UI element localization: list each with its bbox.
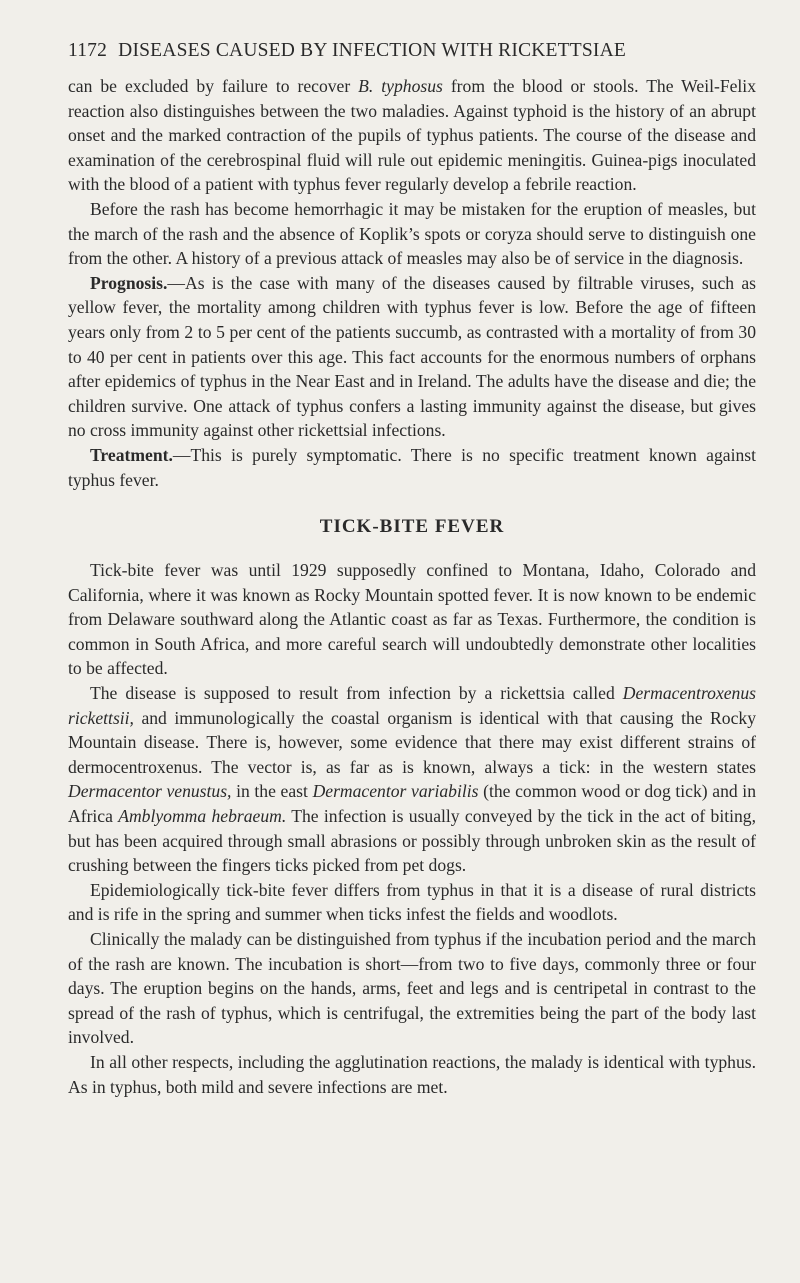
text-run: from the blood or stools. The Weil-Felix reaction also distinguishes between the two maladies. Against typhoid is the history of an abrupt onset and the marked contraction of the pupils of typhus patients. The course of the disease and examination of the cerebrospinal fluid will rule out epidemic meningitis. Guinea-pigs inoculated with the blood of a patient with typhus fever regularly develop a febrile reaction. — [68, 76, 756, 195]
paragraph-differential-diagnosis — [68, 74, 756, 197]
running-head — [68, 40, 756, 62]
italic-term-amblyomma: Amblyomma hebraeum. — [118, 806, 287, 827]
paragraph-treatment — [68, 443, 756, 492]
text-run: (the common wood or dog tick) and in Africa — [68, 781, 756, 827]
italic-term-dermacentroxenus: Dermacentroxenus rickettsii, — [68, 683, 756, 728]
text-run: The disease is supposed to result from infection by a rickettsia called — [90, 683, 623, 704]
text-run: —This is purely symptomatic. There is no specific treatment known against typhus fever. — [68, 444, 756, 490]
italic-term-b-typhosus: B. typhosus — [358, 76, 443, 96]
text-run: and immunologically the coastal organism is identical with that causing the Rocky Mountain disease. There is, however, some evidence that there may exist different strains of dermocentroxenus. The vector is, as far as is known, always a tick: in the western states — [68, 707, 756, 777]
paragraph-epidemiology: Epidemiologically tick-bite fever differs from typhus in that it is a disease of rural districts and is rife in the spring and summer when ticks infest the fields and woodlots. — [68, 879, 756, 925]
italic-term-dermacentor-variabilis: Dermacentor variabilis — [312, 781, 479, 802]
paragraph-identity: In all other respects, including the agglutination reactions, the malady is identical with typhus. As in typhus, both mild and severe infections are met. — [68, 1051, 756, 1097]
heading-treatment: Treatment. — [90, 444, 173, 465]
paragraph-tick-bite-geography: Tick-bite fever was until 1929 supposedly confined to Montana, Idaho, Colorado and California, where it was known as Rocky Mountain spotted fever. It is now known to be endemic from Delaware southward along the Atlantic coast as far as Texas. Furthermore, the condition is common in South Africa, and more careful search will undoubtedly demonstrate other localities to be affected. — [68, 560, 756, 679]
text-run: —As is the case with many of the diseases caused by filtrable viruses, such as yellow fever, the mortality among children with typhus fever is low. Before the age of fifteen years only from 2 to 5 per cent of the patients succumb, as contrasted with a mortality of from 30 to 40 per cent in patients over this age. This fact accounts for the enormous numbers of orphans after epidemics of typhus in the Near East and in Ireland. The adults have the disease and die; the children survive. One attack of typhus confers a lasting immunity against the disease, but gives no cross immunity against other rickettsial infections. — [68, 272, 756, 441]
paragraph-clinical: Clinically the malady can be distinguished from typhus if the incubation period and the march of the rash are known. The incubation is short—from two to five days, commonly three or four days. The eruption begins on the hands, arms, feet and legs and is centripetal in contrast to the spread of the rash of typhus, which is centrifugal, the extremities being the part of the body last involved. — [68, 929, 756, 1048]
page-number: 1172 — [68, 40, 108, 61]
text-run: in the east — [231, 781, 313, 802]
paragraph-tick-bite-etiology — [68, 681, 756, 878]
italic-term-dermacentor-venustus: Dermacentor venustus, — [68, 781, 232, 802]
section-title: TICK-BITE FEVER — [319, 516, 505, 538]
paragraph-prognosis — [68, 271, 756, 443]
text-run: The infection is usually conveyed by the tick in the act of biting, but has been acquired through small abrasions or possibly through unbroken skin as the result of crushing between the fingers ticks picked from pet dogs. — [68, 806, 756, 876]
running-title: DISEASES CAUSED BY INFECTION WITH RICKETTSIAE — [118, 40, 627, 61]
text-run: can be excluded by failure to recover — [68, 76, 359, 96]
heading-prognosis: Prognosis. — [90, 272, 168, 293]
paragraph-measles: Before the rash has become hemorrhagic it may be mistaken for the eruption of measles, but the march of the rash and the absence of Koplik’s spots or coryza should serve to distinguish one from the other. A history of a previous attack of measles may also be of service in the diagnosis. — [68, 198, 756, 269]
